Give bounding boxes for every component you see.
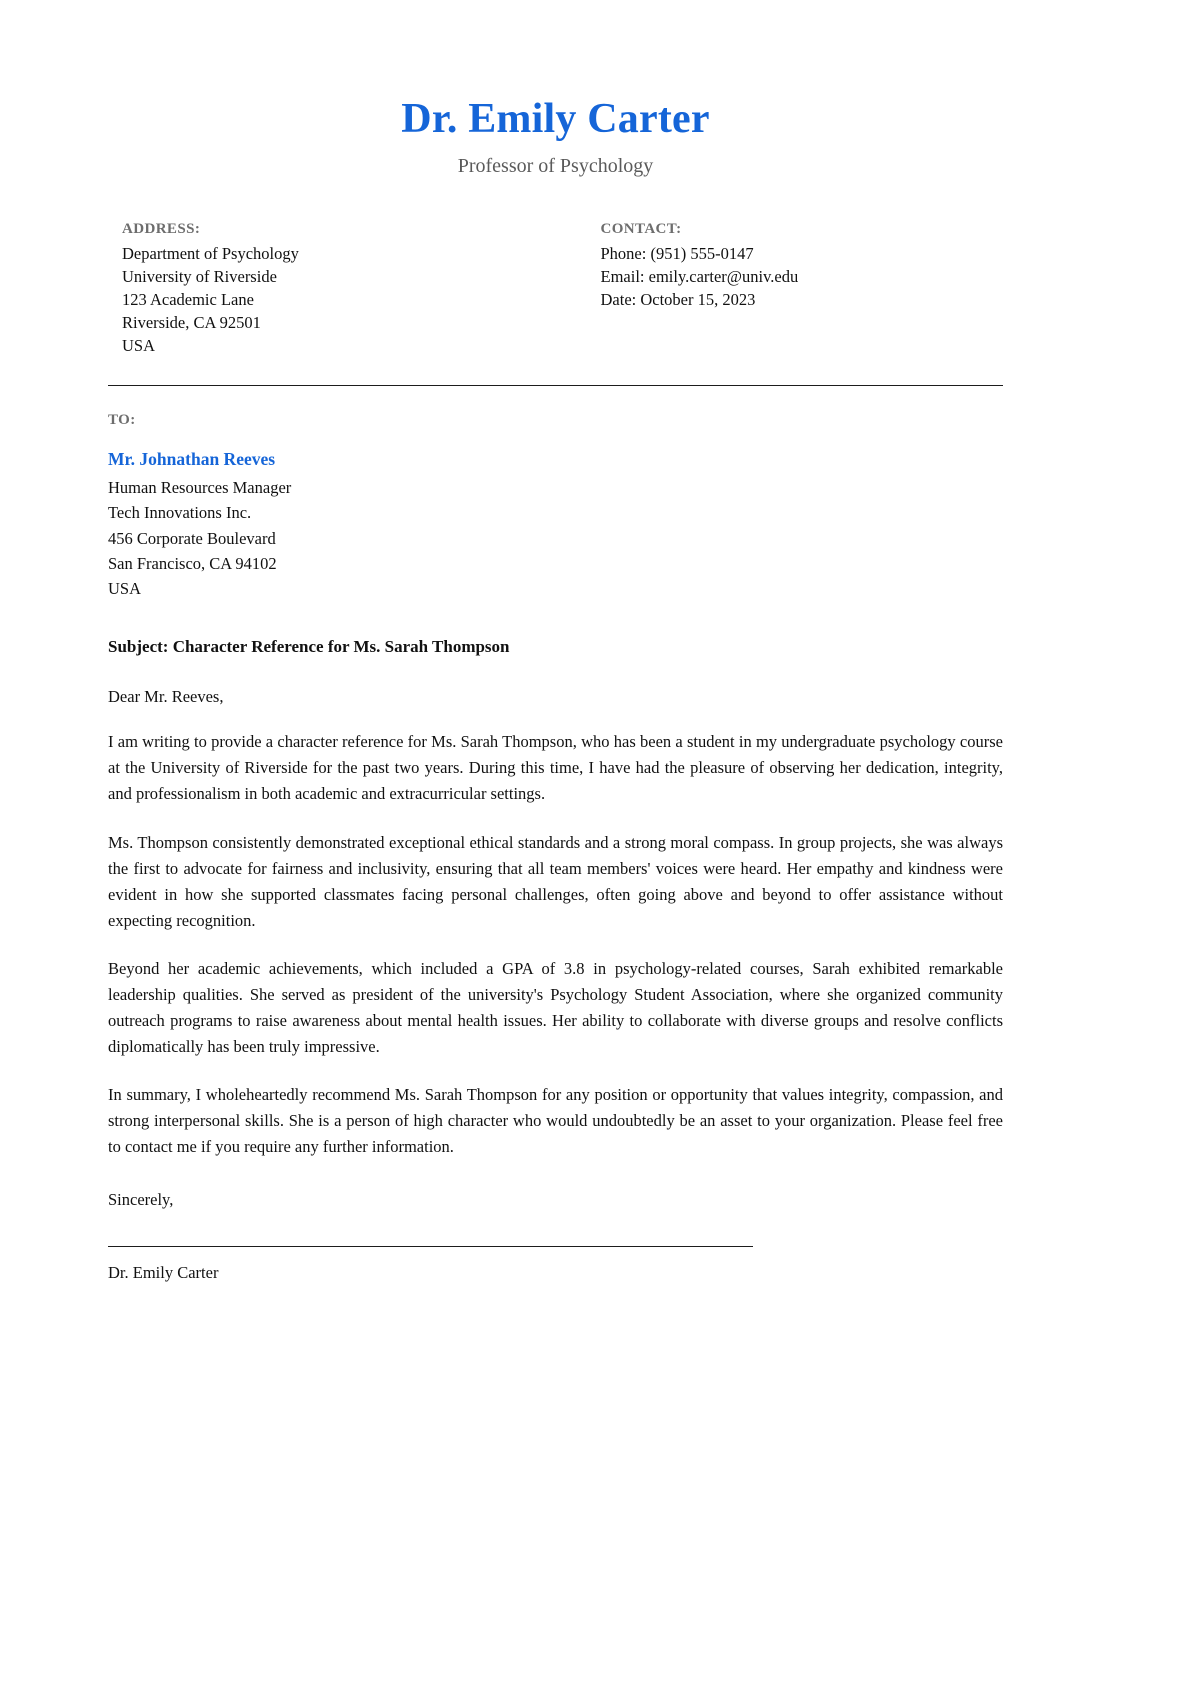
header-divider	[108, 385, 1003, 386]
page-subtitle: Professor of Psychology	[457, 155, 654, 178]
body-paragraph: In summary, I wholeheartedly recommend Ms. Sarah Thompson for any position or opportunity that values integrity, compassion, and strong interpersonal skills. She is a person of high character who would undoubtedly be an asset to your organization. Please feel free to contact me if you require any further information.	[108, 1085, 1003, 1157]
letter-content	[108, 0, 1003, 1283]
address-line: University of Riverside	[122, 267, 277, 287]
body-paragraph: Ms. Thompson consistently demonstrated exceptional ethical standards and a strong moral compass. In group projects, she was always the first to advocate for fairness and inclusivity, ensuring that all team members' voices were heard. Her empathy and kindness were evident in how she supported classmates facing personal challenges, often going above and beyond to offer assistance without expecting recognition.	[108, 832, 1003, 930]
recipient-line: USA	[108, 579, 142, 599]
contact-phone: Phone: (951) 555-0147	[600, 244, 754, 264]
salutation: Dear Mr. Reeves,	[108, 687, 224, 707]
body-paragraph: Beyond her academic achievements, which included a GPA of 3.8 in psychology-related courses, Sarah exhibited remarkable leadership qualities. She served as president of the university's Psychology Student Association, where she organized community outreach programs to raise awareness about mental health issues. Her ability to collaborate with diverse groups and resolve conflicts diplomatically has been truly impressive.	[108, 958, 1003, 1056]
contact-block	[556, 218, 1004, 357]
body-paragraph: I am writing to provide a character reference for Ms. Sarah Thompson, who has been a student in my undergraduate psychology course at the University of Riverside for the past two years. During this time, I have had the pleasure of observing her dedication, integrity, and professionalism in both academic and extracurricular settings.	[108, 732, 1003, 804]
contact-email: Email: emily.carter@univ.edu	[600, 267, 799, 287]
address-label: ADDRESS:	[122, 221, 201, 238]
letterhead	[108, 0, 1003, 178]
signature-name: Dr. Emily Carter	[108, 1263, 219, 1283]
recipient-line: San Francisco, CA 94102	[108, 553, 277, 573]
recipient-line: Human Resources Manager	[108, 478, 292, 498]
address-line: Department of Psychology	[122, 244, 299, 264]
recipient-name: Mr. Johnathan Reeves	[108, 449, 276, 470]
recipient-line: 456 Corporate Boulevard	[108, 528, 276, 548]
subject-line: Subject: Character Reference for Ms. Sarah Thompson	[108, 637, 510, 657]
contact-date: Date: October 15, 2023	[600, 289, 756, 309]
closing-line: Sincerely,	[108, 1190, 174, 1210]
recipient-block	[108, 412, 1003, 601]
address-block	[108, 218, 556, 357]
to-label: TO:	[108, 412, 136, 429]
signature-line	[108, 1246, 753, 1247]
page-title: Dr. Emily Carter	[401, 96, 710, 142]
address-line: 123 Academic Lane	[122, 289, 254, 309]
sender-meta	[108, 218, 1003, 357]
address-line: Riverside, CA 92501	[122, 312, 261, 332]
address-line: USA	[122, 335, 156, 355]
contact-label: CONTACT:	[600, 221, 682, 238]
recipient-line: Tech Innovations Inc.	[108, 503, 252, 523]
